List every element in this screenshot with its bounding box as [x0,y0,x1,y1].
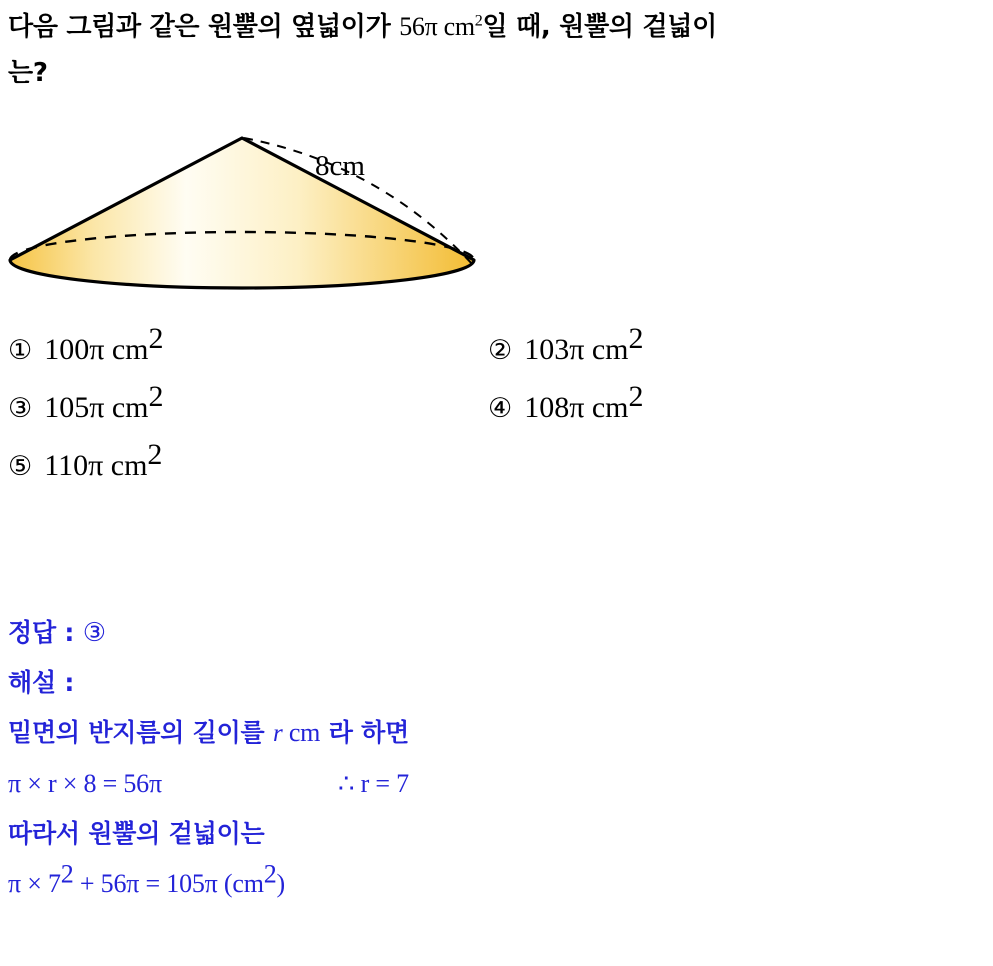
answer-choices [8,322,968,504]
choice-2[interactable] [488,322,968,371]
choice-3-value: 105π cm [44,391,149,424]
choice-3-sup: 2 [148,380,164,413]
question-line1-sup: 2 [474,12,483,30]
choice-1-value: 100π cm [44,333,149,366]
slant-label: 8cm [315,150,365,182]
question-line2: 는? [8,58,48,88]
choice-4-value: 108π cm [524,391,629,424]
cone-body [10,138,474,288]
choice-1-sup: 2 [148,322,164,355]
choice-4-number: ④ [488,393,513,424]
choice-2-number: ② [488,335,513,366]
choice-row [8,438,968,504]
equation-lhs: π × r × 8 = 56π [8,769,162,798]
question-line1-math: 56π cm [399,12,475,41]
choice-1[interactable] [8,322,488,371]
radius-variable: r [273,720,283,747]
cone-figure [0,118,520,318]
choice-4[interactable] [488,380,968,429]
final-eq-sup: 2 [60,859,74,889]
solution-line-1 [8,708,968,759]
question-text [8,4,988,96]
solution-line-3: 따라서 원뿔의 겉넓이는 [8,819,265,848]
choice-5[interactable] [8,438,488,487]
explain-label: 해설 : [8,668,75,697]
solution-line-4 [8,859,968,909]
final-eq-mid: + 56π = 105π (cm [73,869,264,898]
radius-unit: cm [282,718,321,747]
choice-2-sup: 2 [628,322,644,355]
choice-1-number: ① [8,335,33,366]
choice-5-sup: 2 [147,438,163,471]
final-eq-post: ) [276,869,285,898]
answer-value: ③ [82,618,106,648]
cone-diagram [0,118,520,318]
choice-3-number: ③ [8,393,33,424]
final-eq-pre: π × 7 [8,869,61,898]
final-eq-sup2: 2 [263,859,277,889]
answer-line [8,608,968,658]
question-line1-pre: 다음 그림과 같은 원뿔의 옆넓이가 [8,12,400,42]
question-line1-post: 일 때, 원뿔의 겉넓이 [482,12,717,42]
choice-5-value: 110π cm [44,449,148,482]
solution-line-1-pre: 밑면의 반지름의 길이를 [8,718,274,747]
equation-rhs: ∴ r = 7 [338,769,409,798]
choice-2-value: 103π cm [524,333,629,366]
solution-line-1-post: 라 하면 [320,718,410,747]
choice-4-sup: 2 [628,380,644,413]
solution-block [8,608,968,909]
choice-5-number: ⑤ [8,451,33,482]
choice-3[interactable] [8,380,488,429]
solution-line-2 [8,759,968,809]
answer-label: 정답 : [8,618,75,647]
